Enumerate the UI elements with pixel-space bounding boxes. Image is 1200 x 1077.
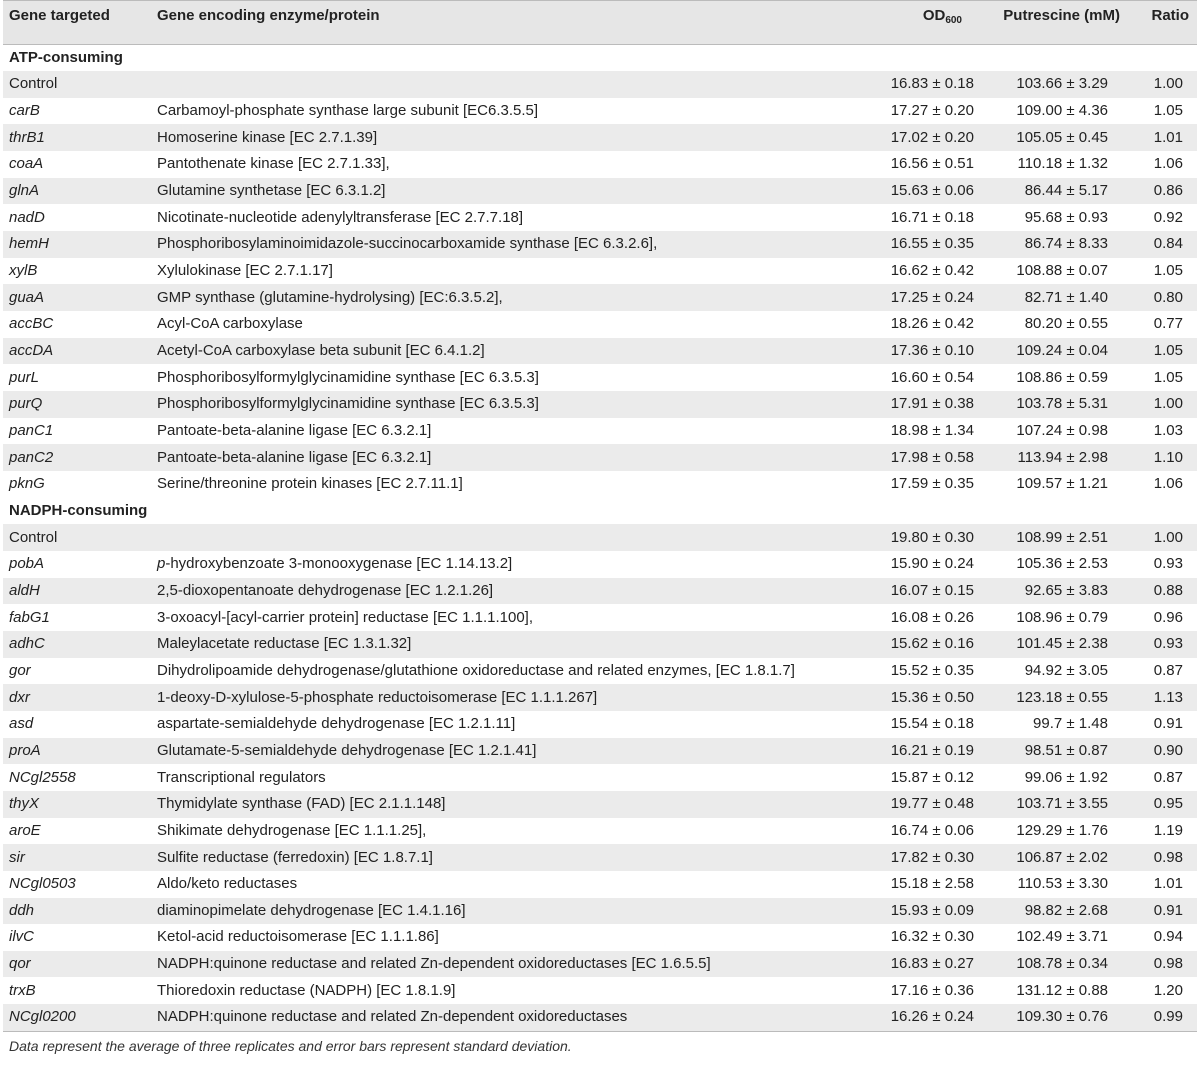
cell-gene-encoding-text: Pantoate-beta-alanine ligase [EC 6.3.2.1]: [157, 448, 432, 466]
cell-od600: 15.62 ± 0.16: [890, 635, 974, 653]
cell-gene-encoding: [153, 977, 843, 1004]
cell-od600: 15.36 ± 0.50: [890, 688, 974, 706]
cell-gene-encoding: [153, 391, 843, 418]
cell-gene-encoding-text: GMP synthase (glutamine-hydrolysing) [EC:6.3.5.2],: [157, 288, 503, 306]
cell-putrescine: 109.24 ± 0.04: [1016, 342, 1108, 360]
header-ratio: Ratio: [1136, 1, 1197, 45]
cell-gene-encoding-text: Glutamate-5-semialdehyde dehydrogenase [EC 1.2.1.41]: [157, 741, 537, 759]
cell-od600: 16.62 ± 0.42: [890, 262, 974, 280]
cell-od600: 17.36 ± 0.10: [890, 342, 974, 360]
cell-gene-encoding-text: Shikimate dehydrogenase [EC 1.1.1.25],: [157, 821, 427, 839]
cell-gene-targeted: NCgl2558: [9, 768, 76, 786]
table-row: [3, 1004, 1197, 1031]
cell-gene-encoding: [153, 604, 843, 631]
cell-gene-targeted: glnA: [9, 182, 40, 200]
cell-gene-targeted: guaA: [9, 288, 45, 306]
cell-gene-targeted: NCgl0200: [9, 1008, 76, 1026]
cell-gene-encoding: [153, 658, 843, 685]
table-row: [3, 258, 1197, 285]
header-od-main: OD: [922, 7, 946, 24]
cell-ratio: 1.06: [1153, 475, 1183, 493]
cell-ratio: 1.00: [1153, 75, 1183, 93]
cell-putrescine: 129.29 ± 1.76: [1016, 821, 1108, 839]
cell-ratio: 1.05: [1153, 342, 1183, 360]
table-row: [3, 524, 1197, 551]
cell-gene-targeted: accBC: [9, 315, 54, 333]
cell-ratio: 1.05: [1153, 368, 1183, 386]
cell-od600: 17.82 ± 0.30: [890, 848, 974, 866]
cell-putrescine: 131.12 ± 0.88: [1016, 981, 1108, 999]
cell-od600: 15.90 ± 0.24: [890, 555, 974, 573]
cell-ratio: 0.94: [1153, 928, 1183, 946]
cell-putrescine: 98.82 ± 2.68: [1024, 901, 1108, 919]
header-putrescine: Putrescine (mM): [1000, 1, 1136, 45]
cell-putrescine: 99.7 ± 1.48: [1033, 715, 1108, 733]
results-table: [3, 0, 1197, 1031]
cell-gene-encoding-text: Ketol-acid reductoisomerase [EC 1.1.1.86]: [157, 928, 439, 946]
cell-ratio: 0.91: [1153, 901, 1183, 919]
cell-putrescine: 103.78 ± 5.31: [1016, 395, 1108, 413]
cell-ratio: 0.91: [1153, 715, 1183, 733]
cell-putrescine: 86.74 ± 8.33: [1024, 235, 1108, 253]
cell-putrescine: 108.96 ± 0.79: [1016, 608, 1108, 626]
table-row: [3, 98, 1197, 125]
cell-gene-encoding-text: aspartate-semialdehyde dehydrogenase [EC 1.2.1.11]: [157, 715, 516, 733]
table-row: [3, 738, 1197, 765]
cell-ratio: 1.03: [1153, 422, 1183, 440]
cell-gene-encoding: [153, 684, 843, 711]
cell-gene-targeted: trxB: [9, 981, 36, 999]
table-row: [3, 924, 1197, 951]
cell-gene-encoding: [153, 818, 843, 845]
cell-od600: 17.91 ± 0.38: [890, 395, 974, 413]
cell-gene-targeted: thrB1: [9, 128, 45, 146]
cell-ratio: 0.80: [1153, 288, 1183, 306]
table-row: [3, 791, 1197, 818]
cell-gene-encoding: [153, 711, 843, 738]
cell-gene-encoding: [153, 311, 843, 338]
cell-putrescine: 98.51 ± 0.87: [1024, 741, 1108, 759]
table-row: [3, 764, 1197, 791]
table-row: [3, 977, 1197, 1004]
cell-gene-targeted: asd: [9, 715, 34, 733]
cell-gene-encoding: [153, 471, 843, 498]
cell-gene-targeted: panC1: [9, 422, 54, 440]
cell-ratio: 1.05: [1153, 102, 1183, 120]
cell-gene-encoding-text: -hydroxybenzoate 3-monooxygenase [EC 1.14.13.2]: [165, 555, 513, 573]
cell-gene-encoding-text: Serine/threonine protein kinases [EC 2.7.11.1]: [157, 475, 463, 493]
cell-ratio: 0.99: [1153, 1008, 1183, 1026]
cell-od600: 18.98 ± 1.34: [890, 422, 974, 440]
cell-gene-encoding-text: Phosphoribosylformylglycinamidine synthase [EC 6.3.5.3]: [157, 395, 539, 413]
cell-od600: 16.83 ± 0.18: [890, 75, 974, 93]
cell-gene-encoding: [153, 524, 843, 551]
cell-gene-encoding: [153, 71, 843, 98]
cell-gene-targeted: adhC: [9, 635, 45, 653]
cell-gene-encoding: [153, 258, 843, 285]
cell-gene-encoding-text: Maleylacetate reductase [EC 1.3.1.32]: [157, 635, 412, 653]
cell-gene-targeted: ddh: [9, 901, 35, 919]
section-header-row: [3, 498, 1197, 525]
header-od600: [843, 1, 1000, 45]
table-row: [3, 471, 1197, 498]
cell-putrescine: 109.30 ± 0.76: [1016, 1008, 1108, 1026]
cell-ratio: 0.96: [1153, 608, 1183, 626]
cell-gene-targeted: dxr: [9, 688, 30, 706]
cell-gene-encoding-text: Acetyl-CoA carboxylase beta subunit [EC 6.4.1.2]: [157, 342, 485, 360]
table-row: [3, 844, 1197, 871]
cell-putrescine: 102.49 ± 3.71: [1016, 928, 1108, 946]
cell-od600: 15.54 ± 0.18: [890, 715, 974, 733]
cell-putrescine: 82.71 ± 1.40: [1024, 288, 1108, 306]
cell-od600: 16.83 ± 0.27: [890, 955, 974, 973]
cell-ratio: 0.98: [1153, 848, 1183, 866]
cell-gene-encoding-text: Dihydrolipoamide dehydrogenase/glutathione oxidoreductase and related enzymes, [EC 1.8.1.7]: [157, 661, 795, 679]
table-row: [3, 578, 1197, 605]
header-od-sub: 600: [945, 15, 962, 26]
cell-od600: 16.32 ± 0.30: [890, 928, 974, 946]
cell-gene-targeted: Control: [9, 75, 58, 93]
cell-od600: 17.98 ± 0.58: [890, 448, 974, 466]
cell-od600: 17.02 ± 0.20: [890, 128, 974, 146]
cell-od600: 16.60 ± 0.54: [890, 368, 974, 386]
cell-gene-targeted: purQ: [9, 395, 43, 413]
cell-gene-encoding-text: Thioredoxin reductase (NADPH) [EC 1.8.1.9]: [157, 981, 456, 999]
cell-od600: 18.26 ± 0.42: [890, 315, 974, 333]
cell-ratio: 1.19: [1153, 821, 1183, 839]
table-row: [3, 151, 1197, 178]
cell-ratio: 1.06: [1153, 155, 1183, 173]
cell-gene-encoding-text: Homoserine kinase [EC 2.7.1.39]: [157, 128, 378, 146]
cell-gene-encoding: [153, 151, 843, 178]
cell-gene-encoding: [153, 898, 843, 925]
cell-gene-targeted: accDA: [9, 342, 54, 360]
cell-od600: 15.87 ± 0.12: [890, 768, 974, 786]
cell-putrescine: 110.18 ± 1.32: [1017, 155, 1108, 173]
section-title: ATP-consuming: [3, 45, 1197, 72]
cell-ratio: 0.86: [1153, 182, 1183, 200]
cell-gene-targeted: fabG1: [9, 608, 50, 626]
table-row: [3, 951, 1197, 978]
cell-gene-encoding-text: 3-oxoacyl-[acyl-carrier protein] reductase [EC 1.1.1.100],: [157, 608, 534, 626]
table-row: [3, 124, 1197, 151]
cell-putrescine: 105.36 ± 2.53: [1016, 555, 1108, 573]
cell-od600: 15.18 ± 2.58: [890, 875, 974, 893]
cell-gene-targeted: qor: [9, 955, 31, 973]
table-row: [3, 311, 1197, 338]
cell-od600: 19.77 ± 0.48: [890, 795, 974, 813]
cell-putrescine: 110.53 ± 3.30: [1017, 875, 1108, 893]
cell-ratio: 0.98: [1153, 955, 1183, 973]
cell-putrescine: 101.45 ± 2.38: [1016, 635, 1108, 653]
table-row: [3, 178, 1197, 205]
cell-od600: 15.52 ± 0.35: [890, 661, 974, 679]
cell-od600: 16.21 ± 0.19: [890, 741, 974, 759]
cell-putrescine: 123.18 ± 0.55: [1016, 688, 1108, 706]
cell-putrescine: 106.87 ± 2.02: [1016, 848, 1108, 866]
cell-gene-encoding: [153, 98, 843, 125]
table-row: [3, 338, 1197, 365]
cell-od600: 17.25 ± 0.24: [890, 288, 974, 306]
table-row: [3, 231, 1197, 258]
cell-putrescine: 108.86 ± 0.59: [1016, 368, 1108, 386]
cell-od600: 16.07 ± 0.15: [890, 581, 974, 599]
cell-putrescine: 95.68 ± 0.93: [1024, 208, 1108, 226]
cell-gene-encoding: [153, 578, 843, 605]
table-row: [3, 898, 1197, 925]
cell-gene-encoding-text: 1-deoxy-D-xylulose-5-phosphate reductoisomerase [EC 1.1.1.267]: [157, 688, 598, 706]
cell-gene-encoding-text: Phosphoribosylformylglycinamidine synthase [EC 6.3.5.3]: [157, 368, 539, 386]
cell-gene-encoding: [153, 791, 843, 818]
cell-ratio: 1.13: [1153, 688, 1183, 706]
cell-gene-encoding-text: diaminopimelate dehydrogenase [EC 1.4.1.16]: [157, 901, 466, 919]
cell-od600: 17.59 ± 0.35: [890, 475, 974, 493]
cell-ratio: 0.93: [1153, 555, 1183, 573]
table-row: [3, 284, 1197, 311]
cell-gene-encoding: [153, 124, 843, 151]
cell-gene-targeted: coaA: [9, 155, 44, 173]
cell-od600: 16.55 ± 0.35: [890, 235, 974, 253]
cell-gene-encoding: [153, 924, 843, 951]
cell-od600: 16.26 ± 0.24: [890, 1008, 974, 1026]
cell-putrescine: 103.71 ± 3.55: [1016, 795, 1108, 813]
cell-ratio: 0.77: [1153, 315, 1183, 333]
cell-ratio: 1.20: [1153, 981, 1183, 999]
cell-putrescine: 109.57 ± 1.21: [1016, 475, 1108, 493]
cell-ratio: 0.88: [1153, 581, 1183, 599]
cell-gene-encoding: [153, 284, 843, 311]
cell-od600: 16.56 ± 0.51: [890, 155, 974, 173]
cell-putrescine: 94.92 ± 3.05: [1024, 661, 1108, 679]
cell-gene-targeted: gor: [9, 661, 31, 679]
cell-gene-encoding-text: Xylulokinase [EC 2.7.1.17]: [157, 262, 333, 280]
cell-putrescine: 108.88 ± 0.07: [1016, 262, 1108, 280]
cell-od600: 15.63 ± 0.06: [890, 182, 974, 200]
cell-gene-targeted: ilvC: [9, 928, 34, 946]
cell-gene-targeted: xylB: [9, 262, 38, 280]
cell-ratio: 0.95: [1153, 795, 1183, 813]
table-row: [3, 818, 1197, 845]
cell-gene-targeted: nadD: [9, 208, 45, 226]
cell-gene-encoding-text: Transcriptional regulators: [157, 768, 326, 786]
cell-od600: 17.27 ± 0.20: [890, 102, 974, 120]
table-row: [3, 418, 1197, 445]
cell-putrescine: 92.65 ± 3.83: [1024, 581, 1108, 599]
cell-ratio: 1.10: [1153, 448, 1183, 466]
cell-od600: 16.74 ± 0.06: [890, 821, 974, 839]
cell-gene-encoding-text: Acyl-CoA carboxylase: [157, 315, 303, 333]
cell-putrescine: 99.06 ± 1.92: [1024, 768, 1108, 786]
cell-gene-encoding-text: Carbamoyl-phosphate synthase large subunit [EC6.3.5.5]: [157, 102, 539, 120]
cell-od600: 15.93 ± 0.09: [890, 901, 974, 919]
cell-ratio: 1.05: [1153, 262, 1183, 280]
table-row: [3, 444, 1197, 471]
table-row: [3, 204, 1197, 231]
cell-putrescine: 109.00 ± 4.36: [1016, 102, 1108, 120]
cell-putrescine: 113.94 ± 2.98: [1017, 448, 1108, 466]
cell-gene-encoding-text: Aldo/keto reductases: [157, 875, 298, 893]
table-row: [3, 684, 1197, 711]
table-row: [3, 631, 1197, 658]
cell-putrescine: 108.99 ± 2.51: [1016, 528, 1108, 546]
cell-gene-targeted: hemH: [9, 235, 50, 253]
table-footnote: Data represent the average of three replicates and error bars represent standard deviation.: [3, 1031, 1197, 1054]
cell-gene-targeted: carB: [9, 102, 40, 120]
cell-od600: 17.16 ± 0.36: [890, 981, 974, 999]
cell-gene-encoding-italic: p: [157, 555, 166, 573]
cell-gene-encoding-text: NADPH:quinone reductase and related Zn-dependent oxidoreductases: [157, 1008, 628, 1026]
cell-ratio: 0.92: [1153, 208, 1183, 226]
cell-gene-encoding: [153, 338, 843, 365]
header-gene-targeted: Gene targeted: [3, 1, 153, 45]
cell-putrescine: 80.20 ± 0.55: [1024, 315, 1108, 333]
cell-gene-encoding: [153, 871, 843, 898]
cell-gene-encoding: [153, 231, 843, 258]
table-row: [3, 711, 1197, 738]
cell-gene-targeted: pobA: [9, 555, 45, 573]
cell-gene-encoding-text: Thymidylate synthase (FAD) [EC 2.1.1.148]: [157, 795, 446, 813]
table-row: [3, 604, 1197, 631]
cell-gene-encoding: [153, 444, 843, 471]
cell-ratio: 0.90: [1153, 741, 1183, 759]
cell-gene-targeted: aroE: [9, 821, 41, 839]
cell-gene-encoding: [153, 951, 843, 978]
cell-gene-targeted: pknG: [9, 475, 45, 493]
cell-gene-encoding: [153, 204, 843, 231]
cell-gene-encoding: [153, 551, 843, 578]
cell-gene-encoding-text: Sulfite reductase (ferredoxin) [EC 1.8.7.1]: [157, 848, 433, 866]
table-header-row: [3, 1, 1197, 45]
cell-gene-encoding-text: Glutamine synthetase [EC 6.3.1.2]: [157, 182, 386, 200]
cell-ratio: 1.00: [1153, 395, 1183, 413]
cell-ratio: 1.01: [1153, 875, 1183, 893]
cell-ratio: 1.00: [1153, 528, 1183, 546]
cell-gene-targeted: panC2: [9, 448, 54, 466]
cell-gene-encoding: [153, 418, 843, 445]
table-row: [3, 551, 1197, 578]
cell-putrescine: 86.44 ± 5.17: [1024, 182, 1108, 200]
cell-od600: 16.08 ± 0.26: [890, 608, 974, 626]
section-title: NADPH-consuming: [3, 498, 1197, 525]
cell-putrescine: 103.66 ± 3.29: [1016, 75, 1108, 93]
cell-gene-targeted: purL: [9, 368, 40, 386]
cell-ratio: 0.87: [1153, 661, 1183, 679]
cell-putrescine: 108.78 ± 0.34: [1016, 955, 1108, 973]
section-header-row: [3, 45, 1197, 72]
cell-gene-encoding: [153, 364, 843, 391]
cell-gene-encoding-text: NADPH:quinone reductase and related Zn-dependent oxidoreductases [EC 1.6.5.5]: [157, 955, 711, 973]
table-row: [3, 71, 1197, 98]
cell-ratio: 1.01: [1153, 128, 1183, 146]
cell-ratio: 0.87: [1153, 768, 1183, 786]
table-row: [3, 871, 1197, 898]
cell-ratio: 0.93: [1153, 635, 1183, 653]
cell-putrescine: 107.24 ± 0.98: [1016, 422, 1108, 440]
cell-ratio: 0.84: [1153, 235, 1183, 253]
table-row: [3, 364, 1197, 391]
cell-gene-encoding-text: Pantothenate kinase [EC 2.7.1.33],: [157, 155, 390, 173]
cell-gene-encoding: [153, 631, 843, 658]
cell-gene-encoding: [153, 738, 843, 765]
cell-gene-encoding-text: Phosphoribosylaminoimidazole-succinocarboxamide synthase [EC 6.3.2.6],: [157, 235, 658, 253]
cell-gene-encoding: [153, 764, 843, 791]
cell-putrescine: 105.05 ± 0.45: [1016, 128, 1108, 146]
cell-gene-targeted: NCgl0503: [9, 875, 76, 893]
cell-od600: 16.71 ± 0.18: [890, 208, 974, 226]
cell-od600: 19.80 ± 0.30: [890, 528, 974, 546]
cell-gene-targeted: thyX: [9, 795, 40, 813]
cell-gene-encoding-text: Nicotinate-nucleotide adenylyltransferase [EC 2.7.7.18]: [157, 208, 524, 226]
cell-gene-targeted: proA: [9, 741, 41, 759]
cell-gene-encoding-text: Pantoate-beta-alanine ligase [EC 6.3.2.1]: [157, 422, 432, 440]
cell-gene-targeted: sir: [9, 848, 25, 866]
table-row: [3, 658, 1197, 685]
cell-gene-targeted: aldH: [9, 581, 40, 599]
cell-gene-encoding: [153, 178, 843, 205]
cell-gene-targeted: Control: [9, 528, 58, 546]
cell-gene-encoding: [153, 1004, 843, 1031]
table-body: [3, 45, 1197, 1031]
header-gene-encoding: Gene encoding enzyme/protein: [153, 1, 843, 45]
cell-gene-encoding: [153, 844, 843, 871]
table-row: [3, 391, 1197, 418]
cell-gene-encoding-text: 2,5-dioxopentanoate dehydrogenase [EC 1.2.1.26]: [157, 581, 494, 599]
